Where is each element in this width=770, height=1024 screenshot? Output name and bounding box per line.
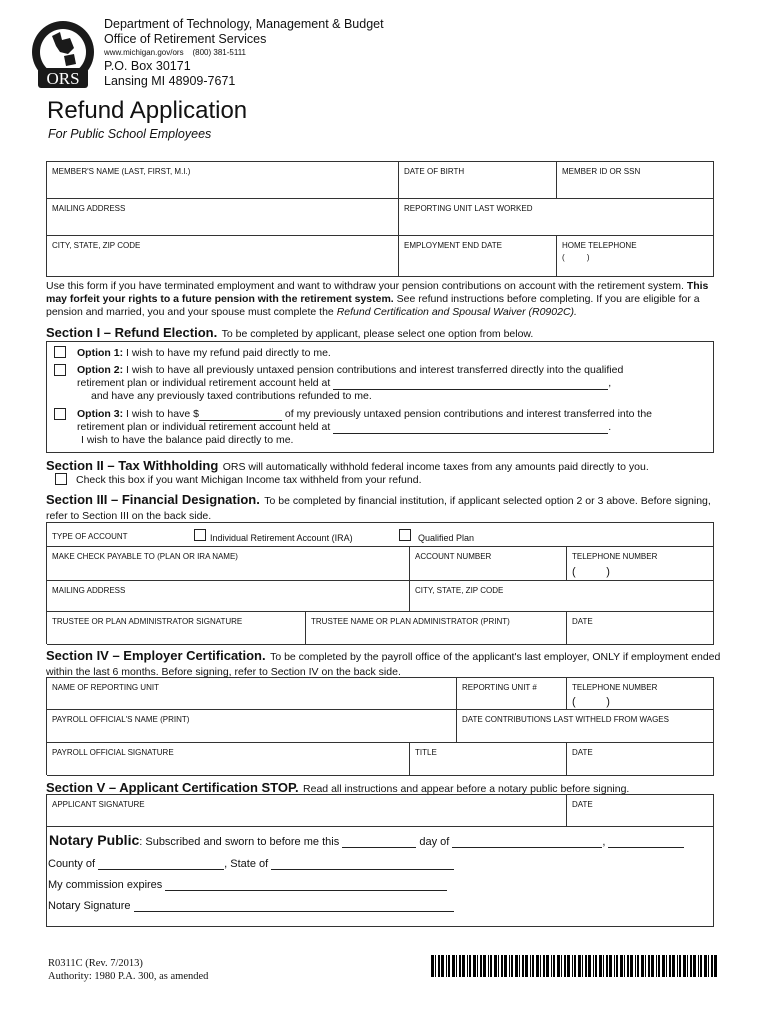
notary-month-field[interactable] [452, 837, 602, 848]
barcode-bar [662, 955, 665, 977]
barcode-bar [637, 955, 639, 977]
barcode-bar [572, 955, 573, 977]
barcode-bar [648, 955, 650, 977]
barcode-bar [519, 955, 520, 977]
fi-telephone-field[interactable]: TELEPHONE NUMBER ( ) [567, 547, 714, 580]
option3-institution-field[interactable] [333, 423, 608, 434]
barcode-bar [536, 955, 539, 977]
barcode-bar [669, 955, 671, 977]
barcode-bar [582, 955, 583, 977]
authority-text: Authority: 1980 P.A. 300, as amended [48, 971, 209, 982]
trustee-name-field[interactable]: TRUSTEE NAME OR PLAN ADMINISTRATOR (PRINT) [306, 612, 567, 645]
website-link[interactable]: www.michigan.gov/ors [104, 48, 184, 57]
member-id-field[interactable]: MEMBER ID OR SSN [557, 162, 714, 199]
barcode-bar [683, 955, 686, 977]
barcode-bar [467, 955, 468, 977]
barcode-bar [557, 955, 560, 977]
barcode-bar [448, 955, 450, 977]
applicant-signature-field[interactable]: APPLICANT SIGNATURE [47, 795, 567, 827]
applicant-date-field[interactable]: DATE [567, 795, 714, 827]
barcode-bar [609, 955, 612, 977]
payable-to-field[interactable]: MAKE CHECK PAYABLE TO (PLAN OR IRA NAME) [47, 547, 410, 580]
barcode-bar [599, 955, 602, 977]
barcode-bar [656, 955, 657, 977]
notary-signature-field[interactable] [134, 901, 454, 912]
qualified-plan-label: Qualified Plan [418, 533, 475, 543]
barcode-bar [651, 955, 654, 977]
notary-county-line: County of , State of [48, 858, 454, 870]
barcode-bar [687, 955, 688, 977]
date-contributions-field[interactable]: DATE CONTRIBUTIONS LAST WITHELD FROM WAGES [457, 710, 714, 743]
barcode-bar [546, 955, 549, 977]
payroll-official-name-field[interactable]: PAYROLL OFFICIAL'S NAME (PRINT) [47, 710, 457, 743]
barcode-bar [564, 955, 566, 977]
office-name: Office of Retirement Services [104, 32, 267, 46]
footer-info [48, 957, 208, 983]
barcode-bar [588, 955, 591, 977]
barcode-bar [553, 955, 555, 977]
dept-name: Department of Technology, Management & Budget [104, 17, 384, 31]
header-block [104, 17, 384, 89]
office-phone: (800) 381-5111 [192, 48, 247, 57]
payroll-date-field[interactable]: DATE [567, 743, 714, 776]
barcode-bar [494, 955, 497, 977]
barcode-bar [483, 955, 486, 977]
intro-paragraph: Use this form if you have terminated employment and want to withdraw your pension contributions on account with the retirement system. This may forfeit your rights to a future pension with the retirement system. See refund instructions before completing. If you are eligible for a pension and married, you and your spouse must complete the Refund Certification and Spousal Waiver (R0902C). [46, 280, 709, 318]
account-number-field[interactable]: ACCOUNT NUMBER [410, 547, 567, 580]
barcode-bar [462, 955, 465, 977]
member-name-field[interactable]: MEMBER'S NAME (LAST, FIRST, M.I.) [47, 162, 399, 199]
barcode-bar [441, 955, 444, 977]
barcode-bar [585, 955, 587, 977]
barcode-bar [522, 955, 524, 977]
home-telephone-field[interactable]: HOME TELEPHONE ( ) [557, 236, 714, 277]
barcode-bar [501, 955, 503, 977]
city-state-zip-field[interactable]: CITY, STATE, ZIP CODE [47, 236, 399, 277]
barcode-bar [509, 955, 510, 977]
reporting-unit-name-field[interactable]: NAME OF REPORTING UNIT [47, 678, 457, 710]
notary-commission-line: My commission expires [48, 879, 447, 891]
notary-commission-field[interactable] [165, 880, 447, 891]
applicant-certification-table [46, 794, 714, 827]
barcode-bar [690, 955, 692, 977]
barcode-bar [469, 955, 471, 977]
option2-checkbox[interactable] [54, 364, 66, 376]
section3-heading: Section III – Financial Designation. To be completed by financial institution, if applicant selected option 2 or 3 above. Before signing, refer to Section III on the back side. [46, 492, 711, 522]
ira-checkbox[interactable] [194, 529, 206, 541]
barcode-bar [677, 955, 678, 977]
barcode-bar [593, 955, 594, 977]
member-info-table [46, 161, 714, 277]
notary-signature-line: Notary Signature [48, 900, 454, 912]
barcode-bar [635, 955, 636, 977]
section1-heading: Section I – Refund Election. To be completed by applicant, please select one option from below. [46, 325, 534, 340]
barcode-bar [620, 955, 623, 977]
notary-year-field[interactable] [608, 837, 684, 848]
barcode-bar [435, 955, 436, 977]
barcode-bar [540, 955, 541, 977]
employment-end-field[interactable]: EMPLOYMENT END DATE [399, 236, 557, 277]
barcode-bar [490, 955, 492, 977]
barcode-bar [714, 955, 717, 977]
barcode-bar [672, 955, 675, 977]
barcode-bar [488, 955, 489, 977]
barcode-bar [693, 955, 696, 977]
barcode-bar [614, 955, 615, 977]
option3-amount-field[interactable] [199, 410, 282, 421]
barcode-bar [595, 955, 597, 977]
account-type-row: TYPE OF ACCOUNT [47, 523, 714, 547]
barcode-bar [431, 955, 434, 977]
michigan-tax-checkbox[interactable] [55, 473, 67, 485]
barcode [431, 955, 717, 977]
barcode-bar [603, 955, 604, 977]
barcode-bar [641, 955, 644, 977]
section4-heading: Section IV – Employer Certification. To be completed by the payroll office of the applicant's last employer, ONLY if employment ended within the last 6 months. Before signing, refer to Section IV on the back side. [46, 648, 721, 678]
fi-city-state-zip-field[interactable]: CITY, STATE, ZIP CODE [410, 580, 714, 612]
notary-sworn-line: Notary Public: Subscribed and sworn to before me this day of , [49, 832, 684, 848]
barcode-bar [574, 955, 576, 977]
barcode-bar [561, 955, 562, 977]
section2-heading: Section II – Tax Withholding ORS will automatically withhold federal income taxes from any amounts paid directly to you. [46, 458, 649, 473]
form-number: R0311C (Rev. 7/2013) [48, 958, 143, 969]
barcode-bar [616, 955, 618, 977]
barcode-bar [624, 955, 625, 977]
section5-heading: Section V – Applicant Certification STOP. Read all instructions and appear before a notary public before signing. [46, 780, 630, 795]
reporting-unit-field[interactable]: REPORTING UNIT LAST WORKED [399, 199, 714, 236]
barcode-bar [543, 955, 545, 977]
ors-logo [30, 18, 96, 92]
barcode-bar [446, 955, 447, 977]
barcode-bar [525, 955, 528, 977]
barcode-bar [477, 955, 478, 977]
barcode-bar [530, 955, 531, 977]
barcode-bar [630, 955, 633, 977]
employer-certification-table [46, 677, 714, 775]
qualified-plan-checkbox[interactable] [399, 529, 411, 541]
payroll-signature-field[interactable]: PAYROLL OFFICIAL SIGNATURE [47, 743, 410, 776]
barcode-bar [480, 955, 482, 977]
barcode-bar [438, 955, 440, 977]
option3-text: Option 3: I wish to have $ of my previously untaxed pension contributions and interest transferred into the retirement plan or individual retirement account held at . I wish to have the balance paid directly to me. [77, 408, 653, 446]
barcode-bar [606, 955, 608, 977]
fi-mailing-address-field[interactable]: MAILING ADDRESS [47, 580, 410, 612]
reporting-unit-number-field[interactable]: REPORTING UNIT # [457, 678, 567, 710]
notary-state-field[interactable] [271, 859, 454, 870]
barcode-bar [704, 955, 707, 977]
barcode-bar [473, 955, 476, 977]
mailing-address-field[interactable]: MAILING ADDRESS [47, 199, 399, 236]
option2-text: Option 2: I wish to have all previously untaxed pension contributions and interest transferred directly into the qualified retirement plan or individual retirement account held at , and have any previously taxed contributions refunded to me. [77, 364, 624, 402]
payroll-title-field[interactable]: TITLE [410, 743, 567, 776]
office-city: Lansing MI 48909-7671 [104, 74, 236, 88]
page-title: Refund Application [47, 97, 248, 124]
barcode-bar [700, 955, 702, 977]
barcode-bar [551, 955, 552, 977]
notary-day-field[interactable] [342, 837, 416, 848]
page-subtitle: For Public School Employees [48, 127, 212, 141]
barcode-bar [511, 955, 513, 977]
ira-label: Individual Retirement Account (IRA) [210, 533, 353, 543]
option2-institution-field[interactable] [333, 379, 608, 390]
barcode-bar [698, 955, 699, 977]
employer-telephone-field[interactable]: TELEPHONE NUMBER ( ) [567, 678, 714, 710]
option1-checkbox[interactable] [54, 346, 66, 358]
barcode-bar [504, 955, 507, 977]
option3-checkbox[interactable] [54, 408, 66, 420]
barcode-bar [459, 955, 461, 977]
barcode-bar [711, 955, 713, 977]
barcode-bar [627, 955, 629, 977]
notary-county-field[interactable] [98, 859, 224, 870]
barcode-bar [515, 955, 518, 977]
barcode-bar [578, 955, 581, 977]
trustee-signature-field[interactable]: TRUSTEE OR PLAN ADMINISTRATOR SIGNATURE [47, 612, 306, 645]
logo-text: ORS [46, 69, 80, 88]
barcode-bar [666, 955, 667, 977]
barcode-bar [645, 955, 646, 977]
trustee-date-field[interactable]: DATE [567, 612, 714, 645]
michigan-tax-text: Check this box if you want Michigan Income tax withheld from your refund. [76, 474, 422, 486]
option1-text: Option 1: I wish to have my refund paid directly to me. [77, 347, 331, 359]
po-box: P.O. Box 30171 [104, 59, 191, 73]
barcode-bar [567, 955, 570, 977]
barcode-bar [498, 955, 499, 977]
barcode-bar [532, 955, 534, 977]
barcode-bar [708, 955, 709, 977]
barcode-bar [679, 955, 681, 977]
barcode-bar [456, 955, 457, 977]
barcode-bar [658, 955, 660, 977]
financial-designation-table [46, 522, 714, 644]
date-of-birth-field[interactable]: DATE OF BIRTH [399, 162, 557, 199]
barcode-bar [452, 955, 455, 977]
